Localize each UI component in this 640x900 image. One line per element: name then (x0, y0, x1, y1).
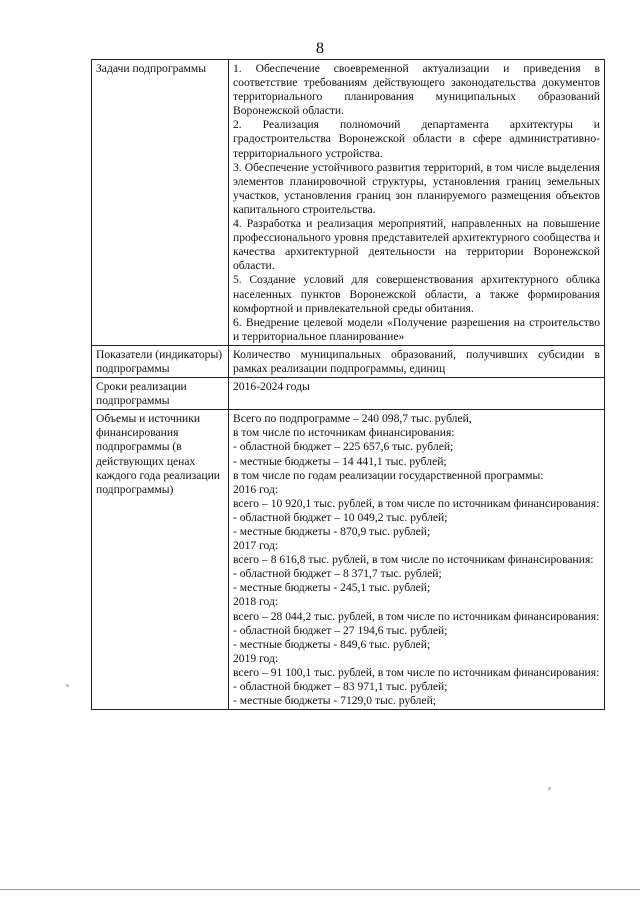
task-item-4: 4. Разработка и реализация мероприятий, направленных на повышение профессионального уровня представителей архитектурного сообщества и качества архитектурной деятельности на территории Воронежской области. (233, 217, 600, 273)
row-label-tasks: Задачи подпрограммы (92, 60, 229, 346)
task-item-2: 2. Реализация полномочий департамента архитектуры и градостроительства Воронежской области в сфере административно-территориального устройства. (233, 118, 600, 160)
funding-line: всего – 28 044,2 тыс. рублей, в том числе по источникам финансирования: (233, 609, 600, 623)
task-item-3: 3. Обеспечение устойчивого развития территорий, в том числе выделения элементов планировочной структуры, установления границ земельных участков, установления границ зон планируемого размещения объектов капитального строительства. (233, 160, 600, 216)
page-number: 8 (316, 40, 324, 57)
scan-speck (548, 787, 551, 790)
funding-line: - областной бюджет – 8 371,7 тыс. рублей; (233, 567, 442, 581)
task-item-5: 5. Создание условий для совершенствования архитектурного облика населенных пунктов Воронежской области, а также формирования комфортной и привлекательной среды обитания. (233, 273, 600, 315)
funding-line: всего – 10 920,1 тыс. рублей, в том числе по источникам финансирования: (233, 496, 600, 510)
row-content-indicators: Количество муниципальных образований, получивших субсидии в рамках реализации подпрограммы, единиц (229, 345, 605, 377)
scan-speck (66, 684, 69, 687)
funding-line: - местные бюджеты - 245,1 тыс. рублей; (233, 581, 431, 595)
funding-line: - местные бюджеты - 7129,0 тыс. рублей; (233, 694, 437, 708)
subprogram-passport-table (91, 59, 605, 710)
table-row-funding (92, 410, 605, 710)
table-row-terms (92, 378, 605, 410)
funding-line: 2019 год: (233, 651, 279, 665)
funding-line: - областной бюджет – 225 657,6 тыс. рублей; (233, 440, 454, 454)
funding-line: Всего по подпрограмме – 240 098,7 тыс. рублей, (233, 412, 472, 426)
funding-line: - местные бюджеты – 14 441,1 тыс. рублей; (233, 454, 447, 468)
task-item-6: 6. Внедрение целевой модели «Получение разрешения на строительство и территориальное планирование» (233, 315, 600, 343)
row-label-terms: Сроки реализации подпрограммы (92, 378, 229, 410)
scan-edge-line (0, 889, 640, 890)
row-label-indicators: Показатели (индикаторы) подпрограммы (92, 345, 229, 377)
table-row-tasks (92, 60, 605, 346)
task-item-1: 1. Обеспечение своевременной актуализации и приведения в соответствие требованиям действующего законодательства документов территориального планирования муниципальных образований Воронежской области. (233, 62, 600, 118)
table-row-indicators (92, 345, 605, 377)
funding-line: в том числе по источникам финансирования: (233, 426, 455, 440)
funding-line: 2017 год: (233, 539, 279, 553)
funding-line: 2016 год: (233, 482, 279, 496)
funding-line: 2018 год: (233, 595, 279, 609)
row-content-tasks (229, 60, 605, 346)
funding-line: в том числе по годам реализации государственной программы: (233, 468, 544, 482)
funding-line: всего – 91 100,1 тыс. рублей, в том числе по источникам финансирования: (233, 665, 600, 679)
funding-line: - местные бюджеты - 870,9 тыс. рублей; (233, 525, 431, 538)
row-content-funding (229, 410, 605, 710)
funding-line: - областной бюджет – 27 194,6 тыс. рублей; (233, 623, 448, 637)
funding-line: - областной бюджет – 83 971,1 тыс. рублей; (233, 680, 448, 694)
row-content-terms: 2016-2024 годы (229, 378, 605, 410)
row-label-funding: Объемы и источники финансирования подпрограммы (в действующих ценах каждого года реализации подпрограммы) (92, 410, 229, 710)
funding-line: - местные бюджеты - 849,6 тыс. рублей; (233, 637, 431, 651)
funding-line: всего – 8 616,8 тыс. рублей, в том числе по источникам финансирования: (233, 553, 594, 567)
funding-line: - областной бюджет – 10 049,2 тыс. рублей; (233, 510, 448, 524)
